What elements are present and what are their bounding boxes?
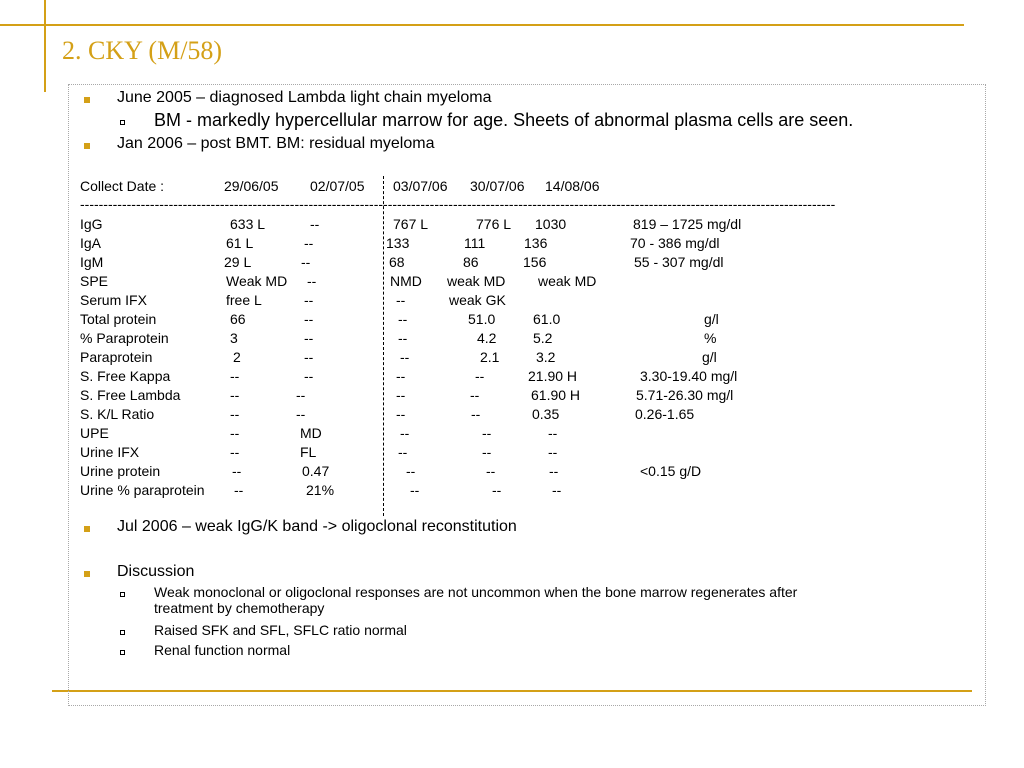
subbullet-weak-responses: Weak monoclonal or oligoclonal responses are not uncommon when the bone marrow regenerates after xyxy=(154,584,798,600)
square-bullet-icon xyxy=(84,143,90,149)
column-divider xyxy=(383,176,384,516)
bullet-post-bmt: Jan 2006 – post BMT. BM: residual myeloma xyxy=(117,135,435,152)
hollow-square-bullet-icon xyxy=(120,650,125,655)
subbullet-renal: Renal function normal xyxy=(154,642,291,658)
hollow-square-bullet-icon xyxy=(120,120,125,125)
hollow-square-bullet-icon xyxy=(120,630,125,635)
header-date-5: 14/08/06 xyxy=(545,178,600,194)
subbullet-sflc: Raised SFK and SFL, SFLC ratio normal xyxy=(154,622,407,638)
header-date-3: 03/07/06 xyxy=(393,178,448,194)
header-date-2: 02/07/05 xyxy=(310,178,365,194)
table-separator-line: ------------------------------------------------------------------------------------------------------------------------------------------------------------------ xyxy=(80,196,836,212)
subbullet-bm-findings: BM - markedly hypercellular marrow for age. Sheets of abnormal plasma cells are seen. xyxy=(154,110,854,130)
header-date-1: 29/06/05 xyxy=(224,178,279,194)
header-collect-date: Collect Date : xyxy=(80,178,165,194)
hollow-square-bullet-icon xyxy=(120,592,125,597)
square-bullet-icon xyxy=(84,97,90,103)
subbullet-weak-responses-cont: treatment by chemotherapy xyxy=(154,600,325,616)
square-bullet-icon xyxy=(84,526,90,532)
bullet-diagnosis: June 2005 – diagnosed Lambda light chain myeloma xyxy=(117,89,492,106)
slide-title: 2. CKY (M/58) xyxy=(62,36,223,65)
title-accent-vertical-line xyxy=(44,0,46,92)
square-bullet-icon xyxy=(84,571,90,577)
bullet-reconstitution: Jul 2006 – weak IgG/K band -> oligoclonal reconstitution xyxy=(117,518,517,535)
table-header-row xyxy=(80,178,780,197)
header-date-4: 30/07/06 xyxy=(470,178,525,194)
title-accent-horizontal-line xyxy=(0,24,964,26)
bullet-discussion: Discussion xyxy=(117,563,195,580)
